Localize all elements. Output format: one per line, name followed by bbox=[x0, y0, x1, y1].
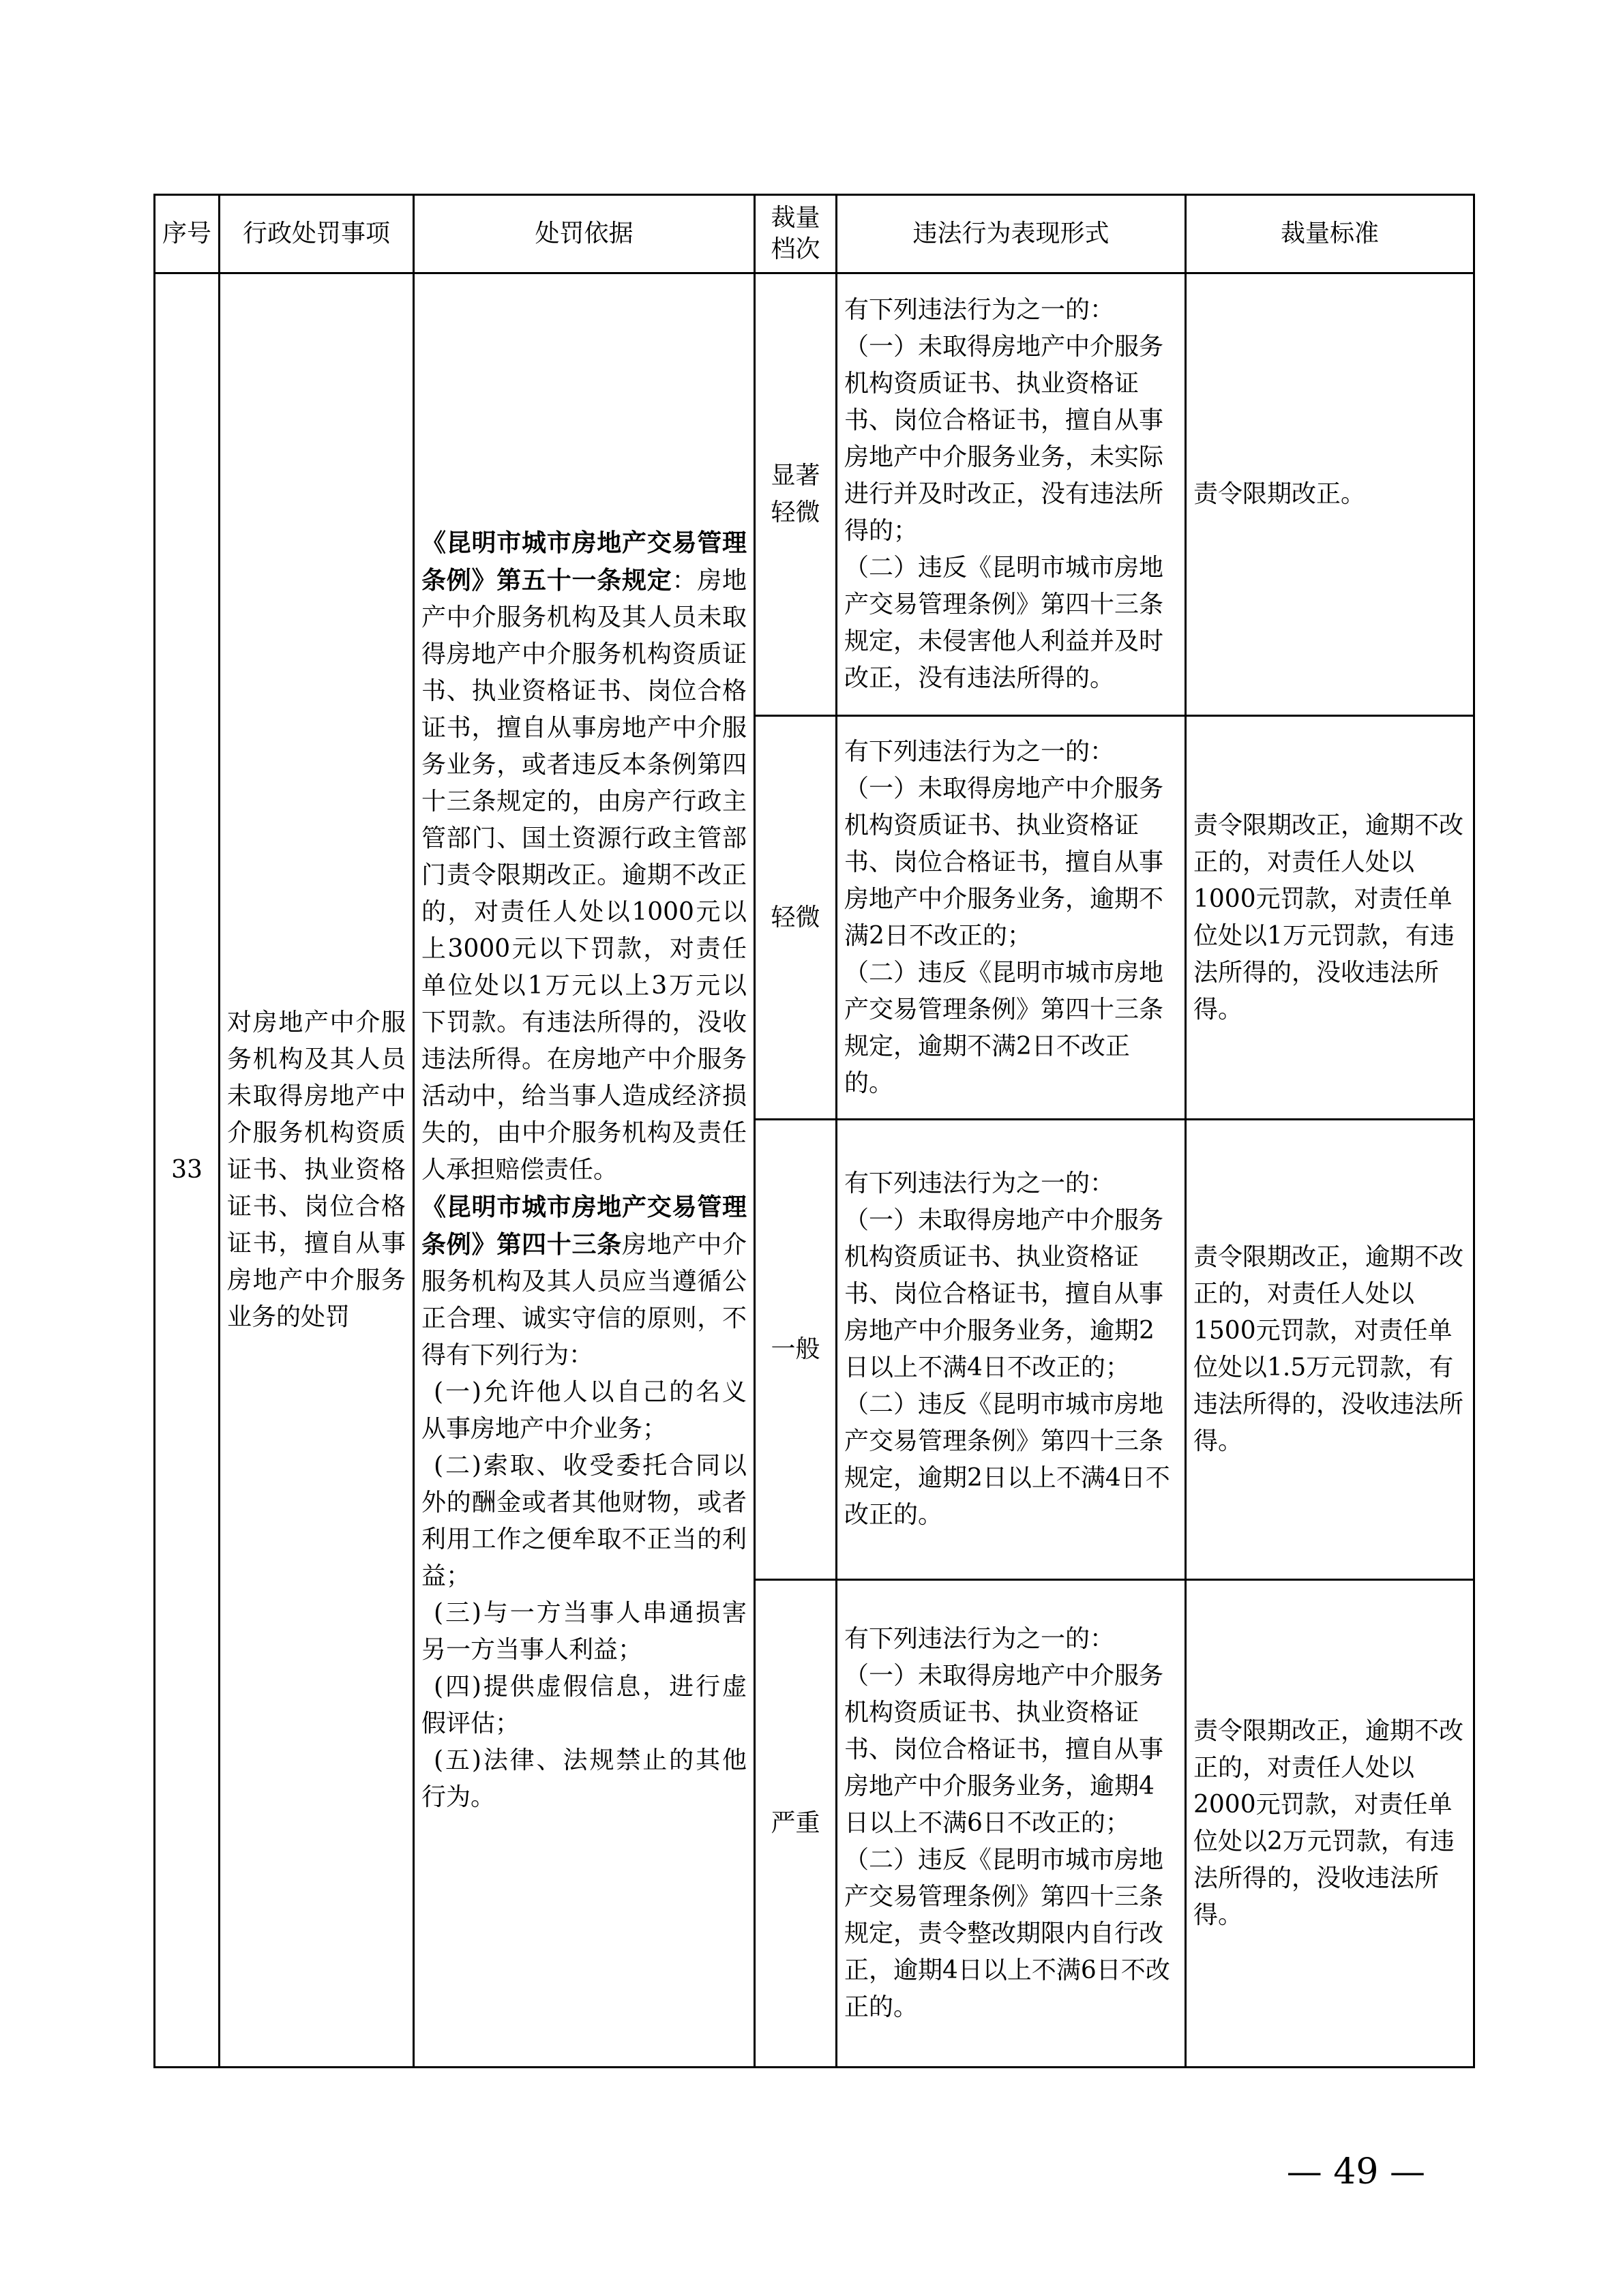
standard-cell: 责令限期改正，逾期不改正的，对责任人处以2000元罚款，对责任单位处以2万元罚款，有违法所得的，没收违法所得。 bbox=[1186, 1580, 1474, 2068]
seq-cell: 33 bbox=[155, 273, 220, 2068]
header-basis: 处罚依据 bbox=[414, 195, 755, 273]
header-seq: 序号 bbox=[155, 195, 220, 273]
behavior-cell bbox=[837, 1120, 1186, 1580]
basis-item: (一)允许他人以自己的名义从事房地产中介业务； bbox=[421, 1378, 747, 1443]
basis-item: (二)索取、收受委托合同以外的酬金或者其他财物，或者利用工作之便牟取不正当的利益； bbox=[421, 1452, 747, 1590]
standard-cell: 责令限期改正，逾期不改正的，对责任人处以1500元罚款，对责任单位处以1.5万元罚款，有违法所得的，没收违法所得。 bbox=[1186, 1120, 1474, 1580]
basis-item: (四)提供虚假信息，进行虚假评估； bbox=[421, 1673, 747, 1738]
behavior-cell bbox=[837, 716, 1186, 1120]
behavior-intro: 有下列违法行为之一的： bbox=[844, 296, 1115, 324]
basis-cell bbox=[414, 273, 755, 2068]
behavior-clause-1: （一）未取得房地产中介服务机构资质证书、执业资格证书、岗位合格证书，擅自从事房地产中介服务业务，逾期2日以上不满4日不改正的； bbox=[844, 1206, 1164, 1382]
behavior-clause-1: （一）未取得房地产中介服务机构资质证书、执业资格证书、岗位合格证书，擅自从事房地产中介服务业务，逾期不满2日不改正的； bbox=[844, 774, 1164, 950]
basis-p1-text: ：房地产中介服务机构及其人员未取得房地产中介服务机构资质证书、执业资格证书、岗位合格证书，擅自从事房地产中介服务业务，或者违反本条例第四十三条规定的，由房产行政主管部门、国土资源行政主管部门责令限期改正。逾期不改正的，对责任人处以1000元以上3000元以下罚款，对责任单位处以1万元以上3万元以下罚款。有违法所得的，没收违法所得。在房地产中介服务活动中，给当事人造成经济损失的，由中介服务机构及责任人承担赔偿责任。 bbox=[421, 567, 747, 1184]
behavior-intro: 有下列违法行为之一的： bbox=[844, 1169, 1115, 1197]
behavior-clause-1: （一）未取得房地产中介服务机构资质证书、执业资格证书、岗位合格证书，擅自从事房地产中介服务业务，逾期4日以上不满6日不改正的； bbox=[844, 1662, 1164, 1837]
level-cell: 严重 bbox=[755, 1580, 837, 2068]
level-cell: 轻微 bbox=[755, 716, 837, 1120]
header-behavior: 违法行为表现形式 bbox=[837, 195, 1186, 273]
behavior-intro: 有下列违法行为之一的： bbox=[844, 737, 1115, 766]
standard-cell: 责令限期改正。 bbox=[1186, 273, 1474, 716]
behavior-clause-2: （二）违反《昆明市城市房地产交易管理条例》第四十三条规定，责令整改期限内自行改正，逾期4日以上不满6日不改正的。 bbox=[844, 1846, 1170, 2021]
behavior-clause-1: （一）未取得房地产中介服务机构资质证书、执业资格证书、岗位合格证书，擅自从事房地产中介服务业务，未实际进行并及时改正，没有违法所得的； bbox=[844, 333, 1164, 545]
table-header-row bbox=[155, 195, 1474, 273]
basis-item: (五)法律、法规禁止的其他行为。 bbox=[421, 1746, 747, 1811]
standard-cell: 责令限期改正，逾期不改正的，对责任人处以1000元罚款，对责任单位处以1万元罚款，有违法所得的，没收违法所得。 bbox=[1186, 716, 1474, 1120]
penalty-table bbox=[153, 194, 1475, 2068]
behavior-clause-2: （二）违反《昆明市城市房地产交易管理条例》第四十三条规定，未侵害他人利益并及时改正，没有违法所得的。 bbox=[844, 554, 1164, 692]
item-cell: 对房地产中介服务机构及其人员未取得房地产中介服务机构资质证书、执业资格证书、岗位合格证书，擅自从事房地产中介服务业务的处罚 bbox=[220, 273, 414, 2068]
basis-p2-title: 《昆明市城市房地产交易管理条例》第四十三条 bbox=[421, 1193, 747, 1259]
header-standard: 裁量标准 bbox=[1186, 195, 1474, 273]
behavior-cell bbox=[837, 273, 1186, 716]
basis-p2-text: 房地产中介服务机构及其人员应当遵循公正合理、诚实守信的原则，不得有下列行为： bbox=[421, 1231, 747, 1369]
level-cell: 显著轻微 bbox=[755, 273, 837, 716]
behavior-intro: 有下列违法行为之一的： bbox=[844, 1625, 1115, 1653]
header-item: 行政处罚事项 bbox=[220, 195, 414, 273]
header-level: 裁量档次 bbox=[755, 195, 837, 273]
basis-item: (三)与一方当事人串通损害另一方当事人利益； bbox=[421, 1599, 747, 1664]
page-number: — 49 — bbox=[1286, 2151, 1425, 2192]
behavior-clause-2: （二）违反《昆明市城市房地产交易管理条例》第四十三条规定，逾期不满2日不改正的。 bbox=[844, 958, 1164, 1097]
level-cell: 一般 bbox=[755, 1120, 837, 1580]
table-row bbox=[155, 273, 1474, 716]
basis-p1-title: 《昆明市城市房地产交易管理条例》第五十一条规定 bbox=[421, 528, 747, 595]
behavior-cell bbox=[837, 1580, 1186, 2068]
behavior-clause-2: （二）违反《昆明市城市房地产交易管理条例》第四十三条规定，逾期2日以上不满4日不改正的。 bbox=[844, 1390, 1170, 1529]
